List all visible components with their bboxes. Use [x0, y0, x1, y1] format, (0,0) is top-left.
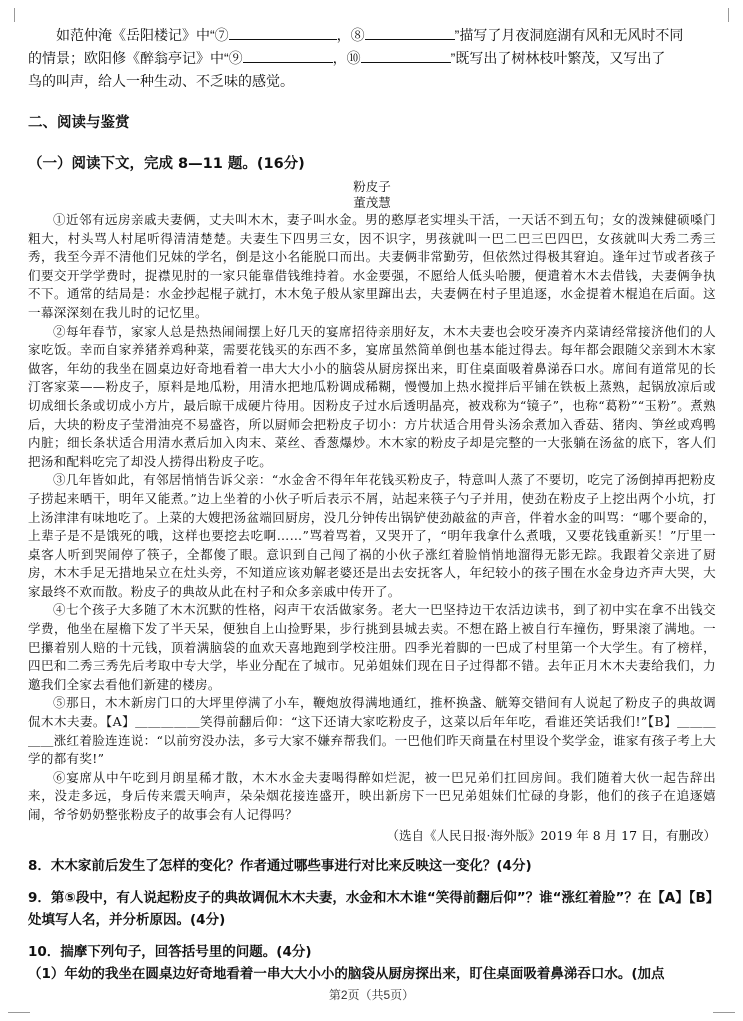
- intro-block: [28, 24, 716, 93]
- passage-paragraph-2: ②每年春节，家家人总是热热闹闹摆上好几天的宴席招待亲朋好友，木木夫妻也会咬牙凑齐内菜请经常接济他们的人家吃饭。幸而自家养猪养鸡种菜，需要花钱买的东西不多，宴席虽然简单倒也基本能过得去。每年都会跟随父亲到木木家做客，年幼的我坐在圆桌边好奇地看着一串大大小小的脑袋从厨房探出来，盯住桌面吸着鼻涕吞口水。席间有道常见的长汀客家菜——粉皮子，原料是地瓜粉，用清水把地瓜粉调成稀糊，慢慢加上热水搅拌后平铺在铁板上蒸熟，起锅放凉后或切成细长条或切成小方片，最后晾干成硬片待用。因粉皮子过水后透明晶亮，被戏称为“镜子”，也称“葛粉”“玉粉”。煮熟后，大块的粉皮子莹滑油亮不易盛咨，所以厨师会把粉皮子切小：方片状适合用骨头汤余煮加入香菇、猪肉、笋丝或鸡鸭内脏；细长条状适合用清水煮后加入肉末、菜丝、香葱爆炒。木木家的粉皮子却是完整的一大张躺在汤盆的底下，客人们把汤和配料吃完了却没人捞得出粉皮子吃。: [28, 323, 716, 469]
- intro-text: 的情景；欧阳修《醉翁亭记》中“⑨: [28, 50, 243, 66]
- passage-source: （选自《人民日报·海外版》2019 年 8 月 17 日，有删改）: [386, 827, 716, 843]
- passage-title: 粉皮子: [353, 179, 391, 194]
- question-8: 8．木木家前后发生了怎样的变化？作者通过哪些事进行对比来反映这一变化？(4分): [28, 857, 532, 874]
- question-10-part-1: （1）年幼的我坐在圆桌边好奇地看着一串大大小小的脑袋从厨房探出来，盯住桌面吸着鼻涕吞口水。(加点: [28, 965, 665, 982]
- intro-text: ”描写了月夜洞庭湖有风和无风时不同: [454, 27, 684, 43]
- reading-instructions: （一）阅读下文，完成 8—11 题。(16分): [28, 156, 305, 172]
- passage-paragraph-6: ⑥宴席从中午吃到月朗星稀才散，木木水金夫妻喝得醉如烂泥，被一巴兄弟们扛回房间。我们随着大伙一起告辞出来，没走多远，身后传来震天响声，朵朵烟花接连盛开，映出新房下一巴兄弟姐妹们忙碌的身影，他们的孩子在追逐嬉闹，爷爷奶奶整张粉皮子的故事会有人记得吗？: [28, 769, 716, 822]
- answer-blank-8[interactable]: [365, 25, 455, 40]
- passage-paragraph-3: ③几年皆如此，有邻居悄悄告诉父亲：“水金舍不得年年花钱买粉皮子，特意叫人蒸了不要切，吃完了汤倒掉再把粉皮子捞起来晒干，明年又能煮。”边上坐着的小伙子听后表示不屑，站起来筷子勺子并用，使劲在粉皮子上挖出两个小坑，打上汤津津有味地吃了。上菜的大嫂把汤盆端回厨房，没几分钟传出锅铲使劲敲盆的声音，伴着水金的叫骂：“哪个要命的，上辈子是不是饿死的哦，这样也要挖去吃啊……”骂着骂着，又哭开了，“明年我拿什么煮哦，又要花钱重新买！”厅里一桌客人听到哭闹停了筷子，全都傻了眼。意识到自己闯了祸的小伙子涨红着脸悄悄地溜得无影无踪。我跟着父亲进了厨房，木木手足无措地呆立在灶头旁，不知道应该劝解老婆还是出去安抚客人，年纪较小的孩子围在水金身边齐声大哭，大家最终不欢而散。粉皮子的典故从此在村子和众多亲戚中传开了。: [28, 472, 716, 599]
- page-content: [28, 24, 716, 985]
- question-10: 10．揣摩下列句子，回答括号里的问题。(4分): [28, 943, 312, 960]
- intro-line-1: [28, 24, 716, 47]
- answer-blank-7[interactable]: [229, 25, 337, 40]
- intro-text: ，⑧: [336, 27, 365, 43]
- crop-mark-bottom-right: [713, 1010, 735, 1013]
- intro-text: ”既写出了树林枝叶繁茂，又写出了: [450, 50, 666, 66]
- crop-mark-top-left: [14, 8, 33, 22]
- intro-line-3: 鸟的叫声，给人一种生动、不乏味的感觉。: [28, 73, 294, 89]
- intro-line-2: [28, 47, 716, 70]
- intro-text: ，⑩: [332, 50, 361, 66]
- intro-text: 如范仲淹《岳阳楼记》中“⑦: [56, 27, 229, 43]
- passage-paragraph-1: ①近邻有远房亲戚夫妻俩，丈夫叫木木，妻子叫水金。男的憨厚老实埋头干活，一天话不到五句；女的泼辣健硕嗓门粗大，村头骂人村尾听得清清楚楚。夫妻生下四男三女，因不识字，男孩就叫一巴二巴三巴四巴，女孩就叫大秀二秀三秀，我至今弄不清他们兄妹的学名，倒是这小名能脱口而出。夫妻俩非常勤劳，但依然过得极其窘迫。逢年过节或者孩子们要交开学学费时，捉襟见肘的一家只能靠借钱维持着。水金要强，不愿给人低头哈腰，便遣着木木去借钱，夫妻俩争执不下。通常的结局是：水金抄起棍子就打，木木兔子般从家里蹿出去，夫妻俩在村子里追逐，水金提着木棍追在后面。这一幕深深刻在我儿时的记忆里。: [28, 212, 716, 320]
- passage-paragraph-5: ⑤那日，木木新房门口的大坪里停满了小车，鞭炮放得满地通红，推杯换盏、觥筹交错间有人说起了粉皮子的典故调侃木木夫妻。【A】＿＿＿＿＿笑得前翻后仰：“这下还请大家吃粉皮子，这菜以后年年吃，看谁还笑话我们!”【B】＿＿＿＿＿涨红着脸连连说：“以前穷没办法，多亏大家不嫌弃帮我们。一巴他们昨天商量在村里设个奖学金，谁家有孩子考上大学的都有奖!”: [28, 695, 716, 767]
- passage-author: 董茂慧: [353, 195, 391, 210]
- passage-paragraph-4: ④七个孩子大多随了木木沉默的性格，闷声干农活做家务。老大一巴坚持边干农活边读书，到了初中实在拿不出钱交学费，他坐在屋檐下发了半天呆，便独自上山捡野果，步行挑到县城去卖。不想在路上被自行车撞伤，野果滚了满地。一巴攥着别人赔的十元钱，顶着满脑袋的血欢天喜地跑到学校注册。四季光着脚的一巴成了村里第一个大学生。有了榜样，四巴和二秀三秀先后考取中专大学，毕业分配在了城市。兄弟姐妹们现在日子过得都不错。去年正月木木夫妻给我们，力邀我们全家去看他们新建的楼房。: [28, 602, 716, 692]
- crop-mark-bottom-left: [8, 1010, 30, 1013]
- section-title: 二、阅读与鉴赏: [28, 115, 130, 131]
- crop-mark-top-right: [710, 8, 729, 22]
- page-footer: 第2页（共5页）: [328, 988, 415, 1002]
- answer-blank-10[interactable]: [361, 48, 451, 63]
- answer-blank-9[interactable]: [243, 48, 333, 63]
- question-9: 9．第⑤段中，有人说起粉皮子的典故调侃木木夫妻，水金和木木谁“笑得前翻后仰”？谁“涨红着脸”？在【A】【B】处填写人名，并分析原因。(4分): [28, 889, 713, 928]
